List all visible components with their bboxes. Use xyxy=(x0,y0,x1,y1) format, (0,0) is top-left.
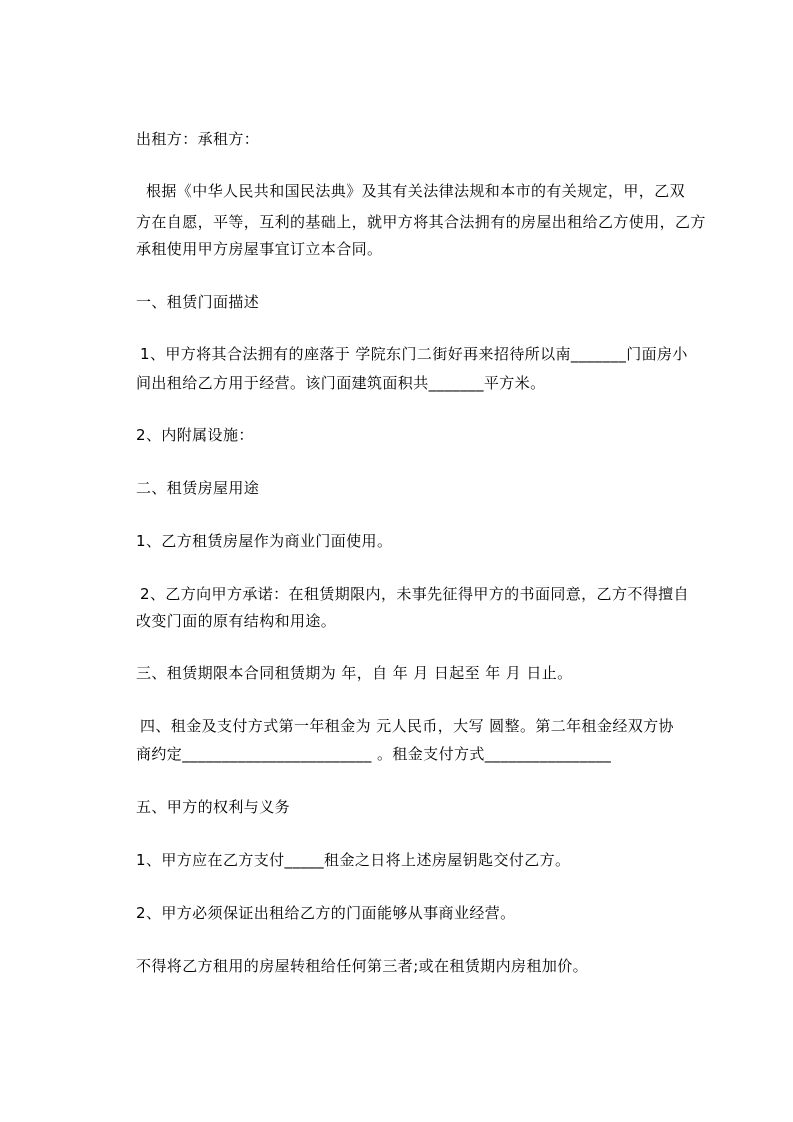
section-4-line-1: 四、租金及支付方式第一年租金为 元人民币，大写 圆整。第二年租金经双方协 xyxy=(140,717,674,735)
section-2-item-2-line-1: 2、乙方向甲方承诺：在租赁期限内，未事先征得甲方的书面同意，乙方不得擅自 xyxy=(140,585,689,603)
section-5-item-1: 1、甲方应在乙方支付_____租金之日将上述房屋钥匙交付乙方。 xyxy=(136,851,571,869)
section-2-item-2-line-2: 改变门面的原有结构和用途。 xyxy=(136,612,337,630)
section-4-line-2: 商约定________________________ 。租金支付方式________________ xyxy=(136,745,612,763)
intro-line-2: 方在自愿，平等，互利的基础上，就甲方将其合法拥有的房屋出租给乙方使用，乙方 xyxy=(136,213,706,231)
section-3-paragraph: 三、租赁期限本合同租赁期为 年，自 年 月 日起至 年 月 日止。 xyxy=(136,664,573,682)
section-1-item-2: 2、内附属设施： xyxy=(136,426,254,444)
section-1-item-1-line-2: 间出租给乙方用于经营。该门面建筑面积共_______平方米。 xyxy=(136,374,546,392)
section-1-heading: 一、租赁门面描述 xyxy=(136,293,260,311)
section-5-item-3: 不得将乙方租用的房屋转租给任何第三者;或在租赁期内房租加价。 xyxy=(136,957,589,975)
section-2-heading: 二、租赁房屋用途 xyxy=(136,479,260,497)
section-1-item-1-line-1: 1、甲方将其合法拥有的座落于 学院东门二街好再来招待所以南_______门面房小 xyxy=(140,345,688,363)
intro-line-1: 根据《中华人民共和国民法典》及其有关法律法规和本市的有关规定，甲，乙双 xyxy=(146,182,686,200)
section-5-item-2: 2、甲方必须保证出租给乙方的门面能够从事商业经营。 xyxy=(136,904,516,922)
parties-line: 出租方：承租方： xyxy=(136,130,260,148)
section-5-heading: 五、甲方的权利与义务 xyxy=(136,798,291,816)
section-2-item-1: 1、乙方租赁房屋作为商业门面使用。 xyxy=(136,532,393,550)
intro-line-3: 承租使用甲方房屋事宜订立本合同。 xyxy=(136,240,383,258)
